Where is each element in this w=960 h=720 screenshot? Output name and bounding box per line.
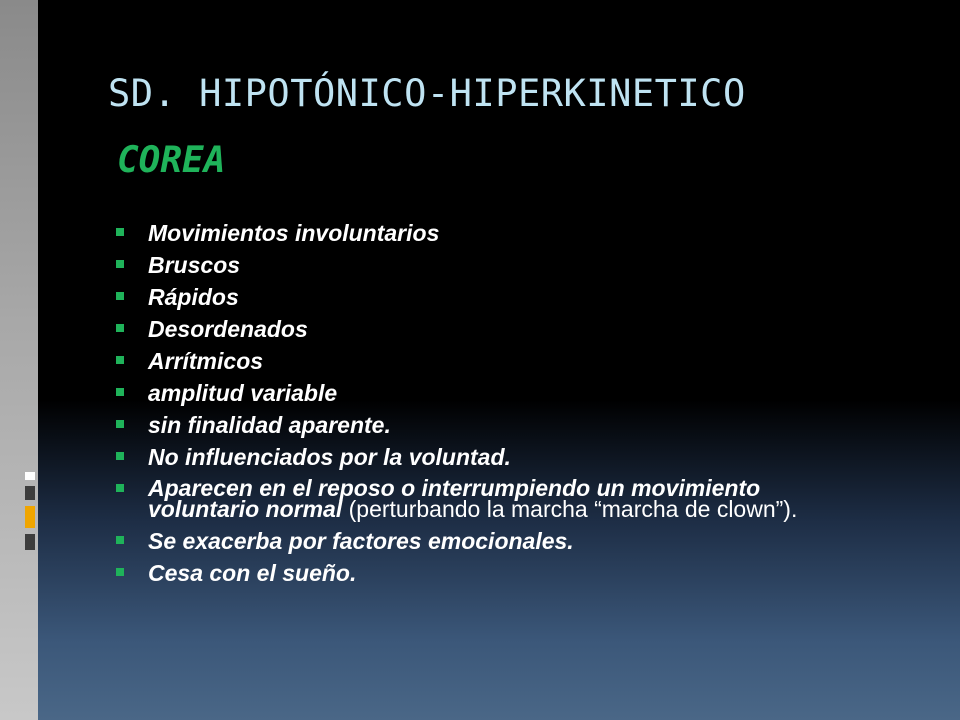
slide-subtitle: COREA [117, 140, 226, 181]
bullet-list [112, 222, 822, 585]
square-bullet-icon [116, 484, 124, 492]
square-bullet-icon [116, 356, 124, 364]
bullet-item: Rápidos [112, 286, 822, 309]
bullet-item: Arrítmicos [112, 350, 822, 373]
bullet-item: Aparecen en el reposo o interrumpiendo un movimiento voluntario normal (perturbando la marcha “marcha de clown”). [112, 478, 822, 519]
bullet-item: Se exacerba por factores emocionales. [112, 530, 822, 553]
bullet-item: Desordenados [112, 318, 822, 341]
accent-stripe-gray [25, 486, 35, 500]
left-side-band [0, 0, 38, 720]
square-bullet-icon [116, 388, 124, 396]
square-bullet-icon [116, 452, 124, 460]
bullet-item: Movimientos involuntarios [112, 222, 822, 245]
square-bullet-icon [116, 420, 124, 428]
bullet-item: amplitud variable [112, 382, 822, 405]
bullet-item: Bruscos [112, 254, 822, 277]
bullet-item: No influenciados por la voluntad. [112, 446, 822, 469]
bullet-item: Cesa con el sueño. [112, 562, 822, 585]
accent-stripe-white [25, 472, 35, 480]
bullet-item: sin finalidad aparente. [112, 414, 822, 437]
square-bullet-icon [116, 568, 124, 576]
accent-stripe-gray-bottom [25, 534, 35, 550]
slide-title: SD. HIPOTÓNICO-HIPERKINETICO [108, 72, 746, 115]
square-bullet-icon [116, 260, 124, 268]
square-bullet-icon [116, 536, 124, 544]
square-bullet-icon [116, 292, 124, 300]
square-bullet-icon [116, 228, 124, 236]
square-bullet-icon [116, 324, 124, 332]
accent-stripe-orange [25, 506, 35, 528]
